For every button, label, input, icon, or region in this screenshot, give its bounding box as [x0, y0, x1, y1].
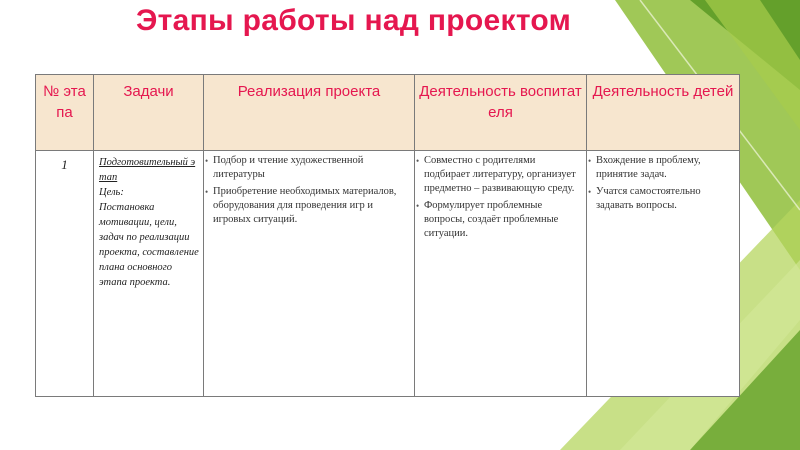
children-activity-cell: [587, 151, 740, 397]
project-stages-table: [35, 74, 740, 397]
table-row: [36, 151, 740, 397]
list-item: [587, 185, 736, 213]
implementation-cell: [204, 151, 415, 397]
header-stage-number: № этапа: [36, 75, 94, 151]
task-cell: [94, 151, 204, 397]
bullet-icon: •: [588, 187, 592, 197]
children-item-2: Учатся самостоятельно задавать вопросы.: [596, 186, 701, 211]
bullet-icon: •: [416, 201, 420, 211]
stage-number-cell: 1: [36, 151, 94, 397]
teacher-item-1: Совместно с родителями подбирает литературу, организует предметно – развивающую среду.: [424, 155, 576, 194]
header-children-activity: Деятельность детей: [587, 75, 740, 151]
task-heading: Подготовительный этап: [99, 157, 196, 183]
teacher-activity-cell: [415, 151, 587, 397]
list-item: [204, 154, 411, 182]
teacher-item-2: Формулирует проблемные вопросы, создаёт проблемные ситуации.: [424, 200, 559, 239]
list-item: [204, 185, 411, 227]
header-tasks: Задачи: [94, 75, 204, 151]
header-teacher-activity: Деятельность воспитателя: [415, 75, 587, 151]
list-item: [415, 154, 583, 196]
list-item: [587, 154, 736, 182]
task-goal-text: Постановка мотивации, цели, задач по реализации проекта, составление плана основного этапа проекта.: [99, 202, 199, 288]
bullet-icon: •: [588, 156, 592, 166]
bullet-icon: •: [205, 156, 209, 166]
bullet-icon: •: [205, 187, 209, 197]
implementation-item-1: Подбор и чтение художественной литературы: [213, 155, 364, 180]
list-item: [415, 199, 583, 241]
table-header-row: [36, 75, 740, 151]
bullet-icon: •: [416, 156, 420, 166]
slide-title: Этапы работы над проектом: [136, 4, 572, 37]
children-item-1: Вхождение в проблему, принятие задач.: [596, 155, 701, 180]
task-goal-label: Цель:: [99, 187, 124, 198]
implementation-item-2: Приобретение необходимых материалов, оборудования для проведения игр и игровых ситуаций.: [213, 186, 397, 225]
header-implementation: Реализация проекта: [204, 75, 415, 151]
